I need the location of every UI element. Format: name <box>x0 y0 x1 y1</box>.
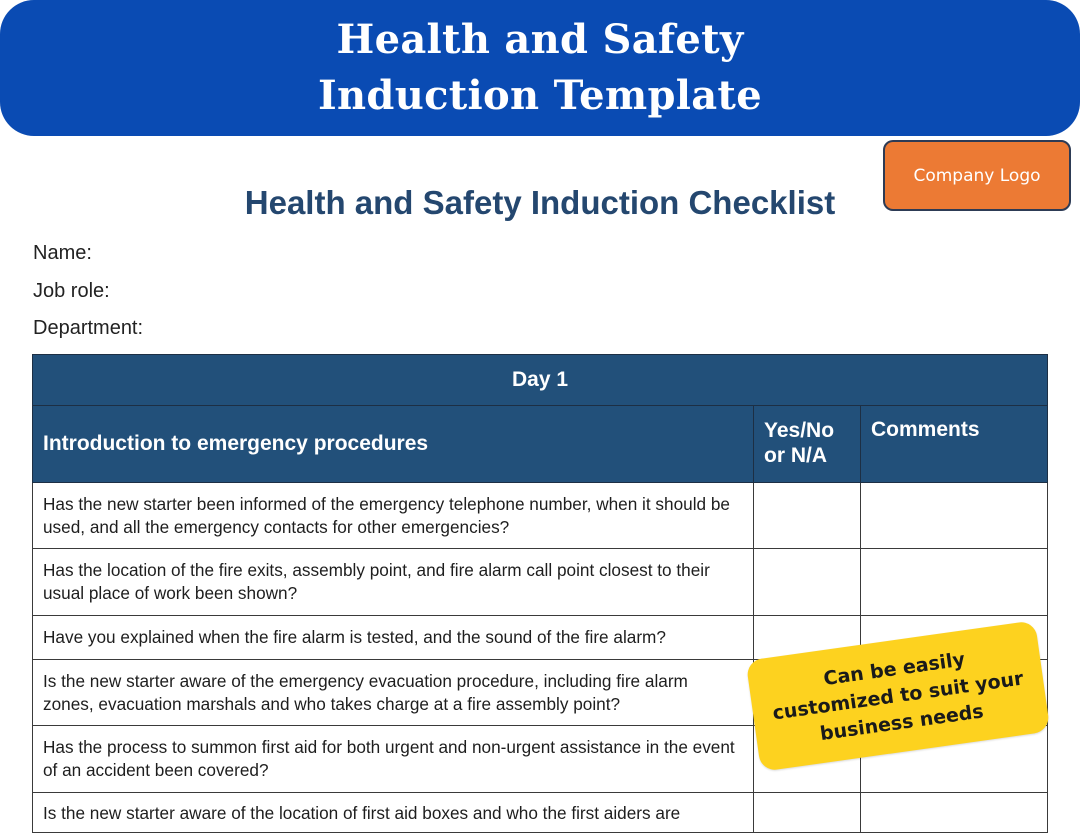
yes-no-cell[interactable] <box>754 483 861 549</box>
job-role-field-label: Job role: <box>33 280 110 302</box>
question-cell: Have you explained when the fire alarm is tested, and the sound of the fire alarm? <box>33 616 754 660</box>
title-banner <box>0 0 1080 136</box>
department-field-label: Department: <box>33 317 144 339</box>
yes-no-cell[interactable] <box>754 793 861 833</box>
comments-cell[interactable] <box>861 793 1048 833</box>
column-header-row <box>33 406 1048 483</box>
question-cell: Has the location of the fire exits, assembly point, and fire alarm call point closest to their usual place of work been shown? <box>33 549 754 616</box>
table-row <box>33 549 1048 616</box>
question-cell: Is the new starter aware of the location of first aid boxes and who the first aiders are <box>33 793 754 833</box>
question-cell: Has the new starter been informed of the emergency telephone number, when it should be used, and all the emergency contacts for other emergencies? <box>33 483 754 549</box>
question-cell: Is the new starter aware of the emergency evacuation procedure, including fire alarm zones, evacuation marshals and who takes charge at a fire assembly point? <box>33 660 754 726</box>
induction-checklist-table <box>32 354 1048 833</box>
question-cell: Has the process to summon first aid for both urgent and non-urgent assistance in the event of an accident been covered? <box>33 726 754 793</box>
yes-no-cell[interactable] <box>754 549 861 616</box>
document-title: Health and Safety Induction Checklist <box>244 184 836 221</box>
callout-text: Can be easily customized to suit your business needs <box>771 647 1025 745</box>
comments-cell[interactable] <box>861 549 1048 616</box>
yes-no-column-header: Yes/No or N/A <box>754 406 861 483</box>
name-field-label: Name: <box>33 242 92 264</box>
comments-column-header: Comments <box>861 406 1048 483</box>
table-row <box>33 483 1048 549</box>
section-heading: Introduction to emergency procedures <box>33 406 754 483</box>
day-header-row <box>33 355 1048 406</box>
table-row <box>33 793 1048 833</box>
banner-title-line-1: Health and Safety <box>336 16 744 63</box>
company-logo-placeholder: Company Logo <box>883 140 1071 211</box>
comments-cell[interactable] <box>861 483 1048 549</box>
day-label: Day 1 <box>33 355 1048 406</box>
banner-title-line-2: Induction Template <box>318 72 762 119</box>
